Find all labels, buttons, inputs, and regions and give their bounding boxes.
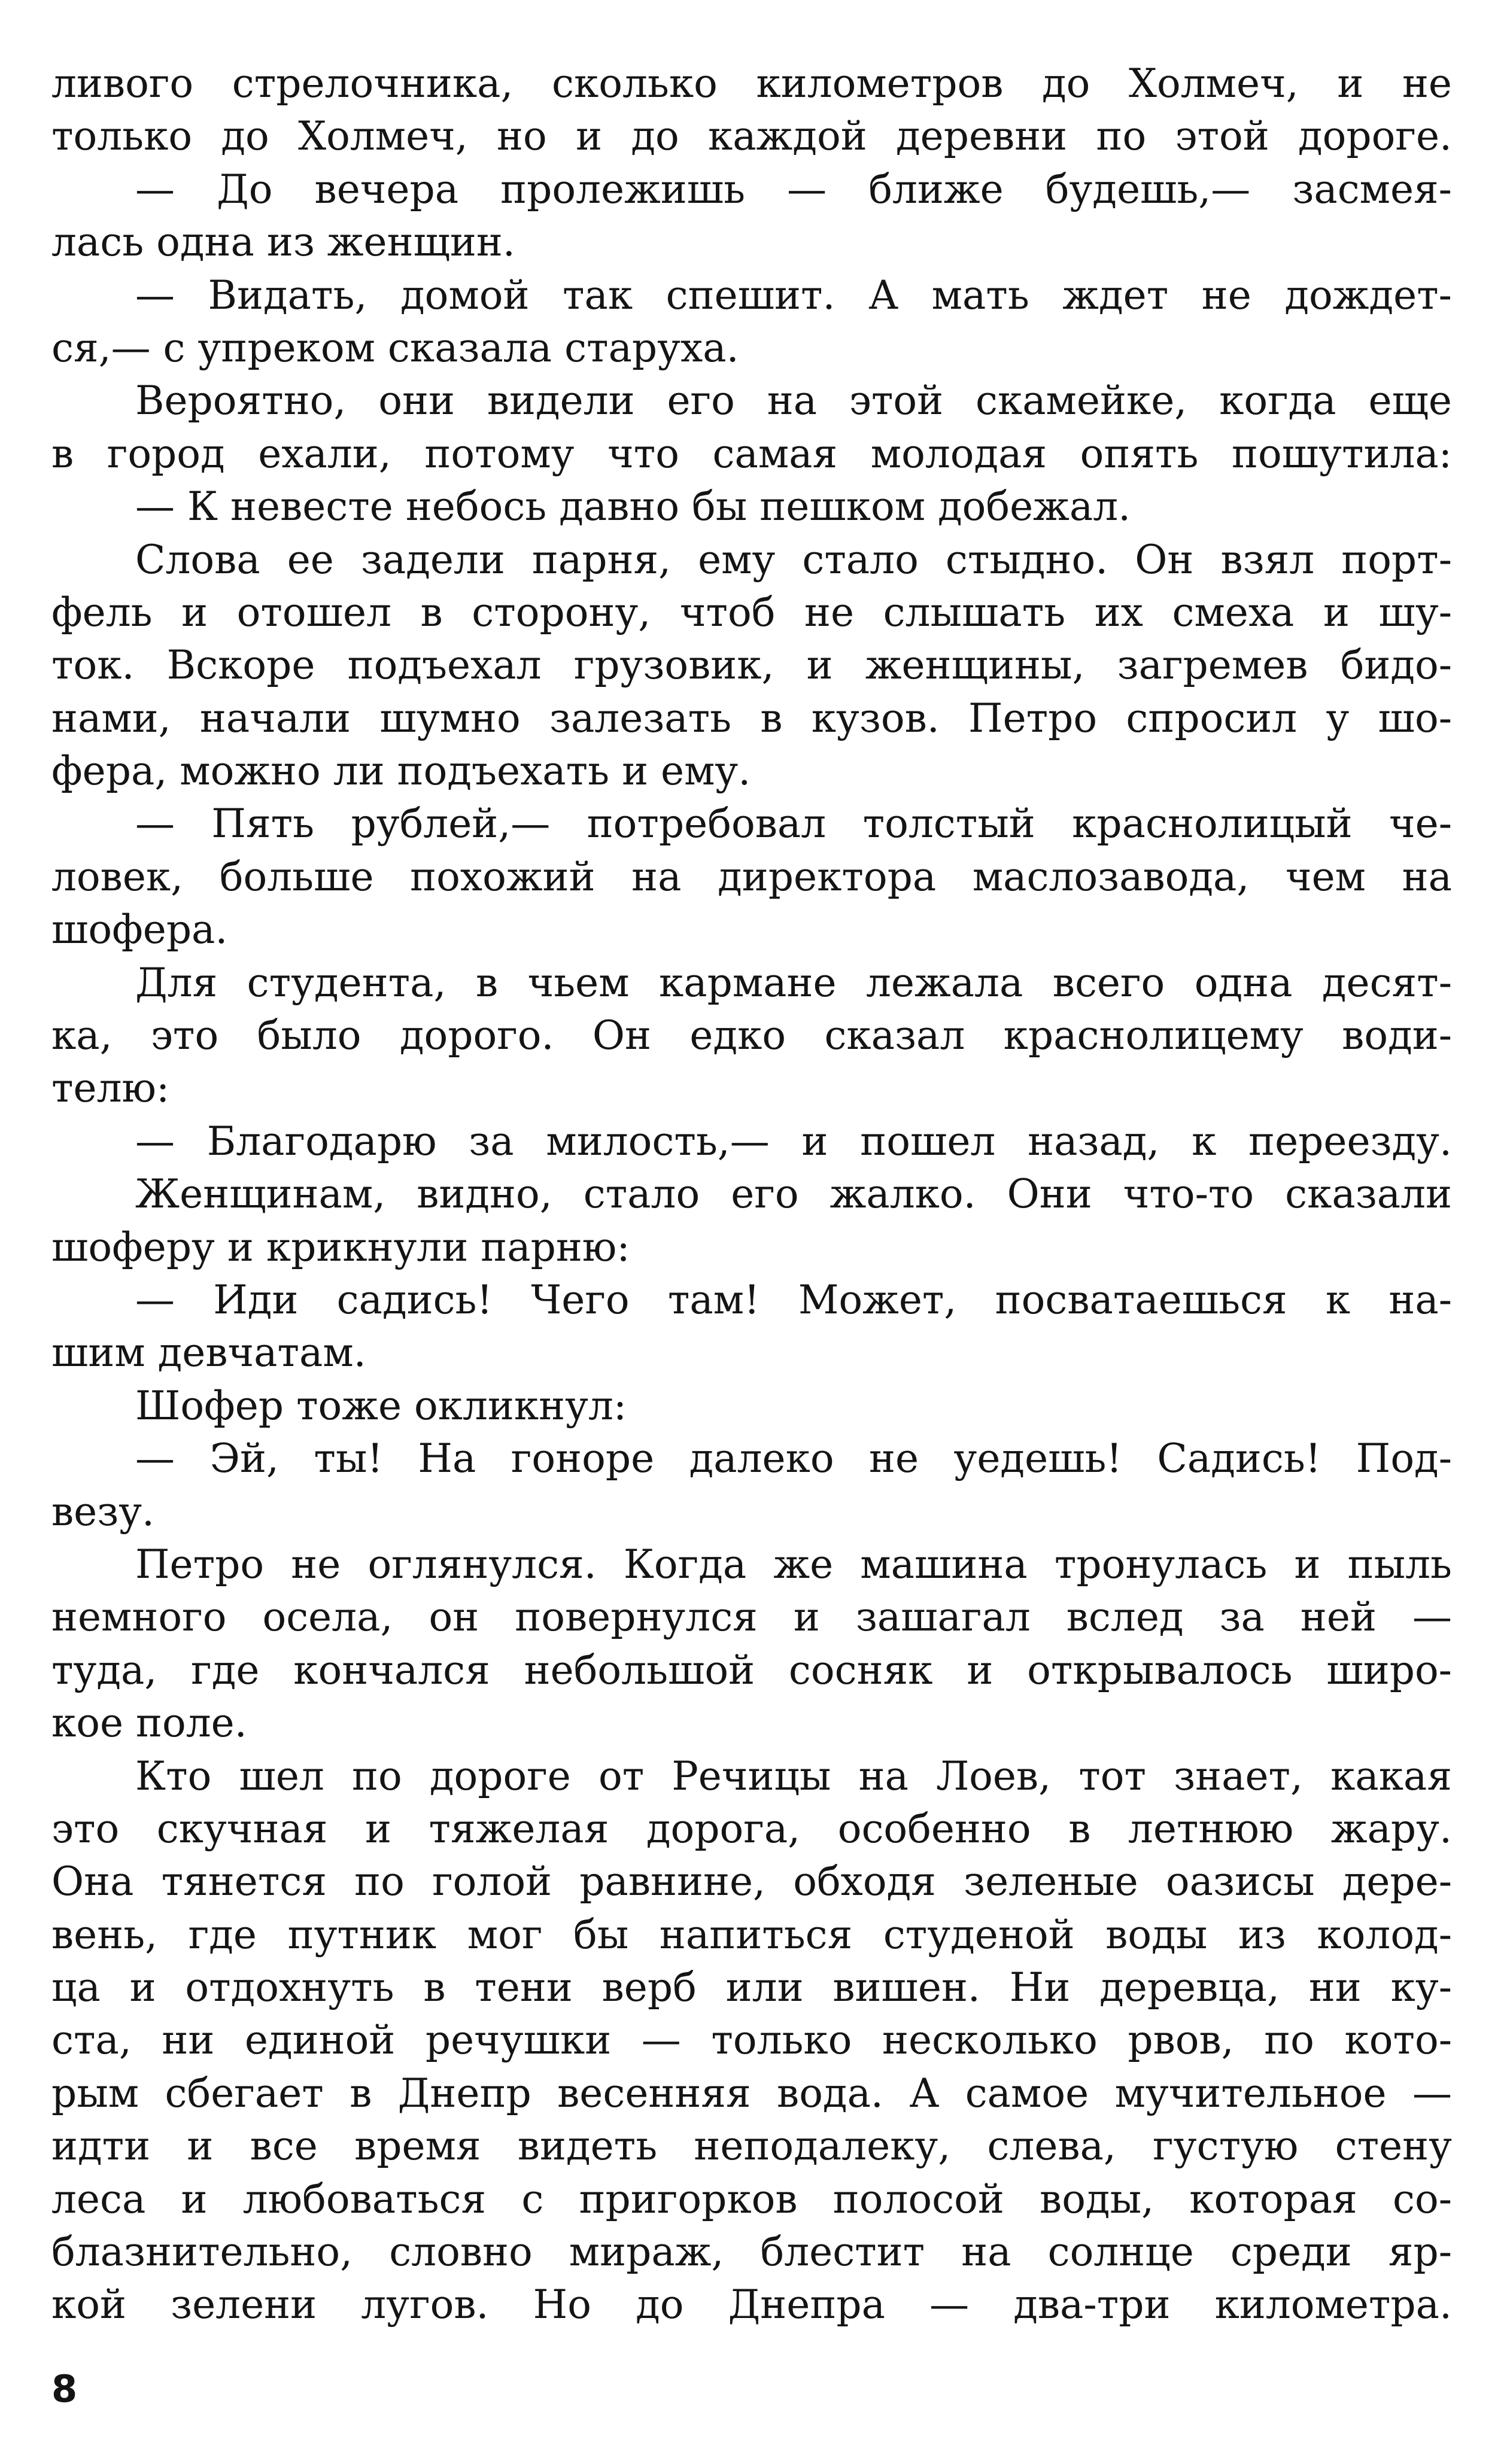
text-line: немного осела, он повернулся и зашагал вслед за ней — [51,1594,1452,1641]
text-line: — К невесте небось давно бы пешком добежал. [135,483,1131,530]
text-line: — До вечера пролежишь — ближе будешь,— засмея- [135,166,1452,212]
text-line: блазнительно, словно мираж, блестит на солнце среди яр- [51,2229,1452,2276]
text-line: шим девчатам. [51,1330,366,1376]
text-line: Кто шел по дороге от Речицы на Лоев, тот знает, какая [135,1753,1452,1799]
text-line: рым сбегает в Днепр весенняя вода. А самое мучительное — [51,2070,1452,2116]
text-line: кое поле. [51,1700,247,1747]
text-line: кой зелени лугов. Но до Днепра — два-три километра. [51,2282,1452,2328]
text-line: нами, начали шумно залезать в кузов. Петро спросил у шо- [51,695,1452,741]
text-line: — Эй, ты! На гоноре далеко не уедешь! Садись! Под- [135,1435,1452,1482]
text-line: лась одна из женщин. [51,219,515,266]
text-line: телю: [51,1065,170,1112]
text-line: Женщинам, видно, стало его жалко. Они что-то сказали [135,1171,1452,1218]
text-line: шоферу и крикнули парню: [51,1224,630,1270]
text-line: ловек, больше похожий на директора маслозавода, чем на [51,853,1452,900]
text-line: Вероятно, они видели его на этой скамейке, когда еще [135,378,1452,424]
text-line: Слова ее задели парня, ему стало стыдно. Он взял порт- [135,536,1452,583]
text-line: ста, ни единой речушки — только несколько рвов, по кото- [51,2017,1452,2064]
text-line: шофера. [51,906,228,953]
text-line: только до Холмеч, но и до каждой деревни по этой дороге. [51,113,1452,160]
text-line: туда, где кончался небольшой сосняк и открывалось широ- [51,1647,1452,1693]
text-line: Для студента, в чьем кармане лежала всего одна десят- [135,959,1452,1006]
text-line: ца и отдохнуть в тени верб или вишен. Ни деревца, ни ку- [51,1964,1452,2011]
text-line: Шофер тоже окликнул: [135,1382,627,1429]
text-line: Она тянется по голой равнине, обходя зеленые оазисы дере- [51,1858,1452,1905]
text-line: Петро не оглянулся. Когда же машина тронулась и пыль [135,1541,1452,1587]
body-text [51,57,1452,2332]
text-line: в город ехали, потому что самая молодая опять пошутила: [51,430,1452,477]
text-line: ток. Вскоре подъехал грузовик, и женщины, загремев бидо- [51,642,1452,689]
text-line: везу. [51,1488,155,1535]
page-number: 8 [51,2367,78,2411]
text-line: ся,— с упреком сказала старуха. [51,324,739,371]
text-line: идти и все время видеть неподалеку, слева, густую стену [51,2123,1452,2170]
text-line: вень, где путник мог бы напиться студеной воды из колод- [51,1911,1452,1958]
text-line: — Благодарю за милость,— и пошел назад, к переезду. [135,1118,1452,1164]
text-line: ливого стрелочника, сколько километров до Холмеч, и не [51,60,1452,107]
text-line: — Пять рублей,— потребовал толстый краснолицый че- [135,801,1452,847]
text-line: — Видать, домой так спешит. А мать ждет не дождет- [135,272,1452,318]
text-line: леса и любоваться с пригорков полосой воды, которая со- [51,2176,1452,2222]
text-line: фера, можно ли подъехать и ему. [51,748,751,795]
text-line: фель и отошел в сторону, чтоб не слышать их смеха и шу- [51,589,1452,635]
text-line: — Иди садись! Чего там! Может, посватаешься к на- [135,1276,1452,1323]
text-line: ка, это было дорого. Он едко сказал краснолицему води- [51,1012,1452,1059]
text-line: это скучная и тяжелая дорога, особенно в летнюю жару. [51,1805,1452,1852]
